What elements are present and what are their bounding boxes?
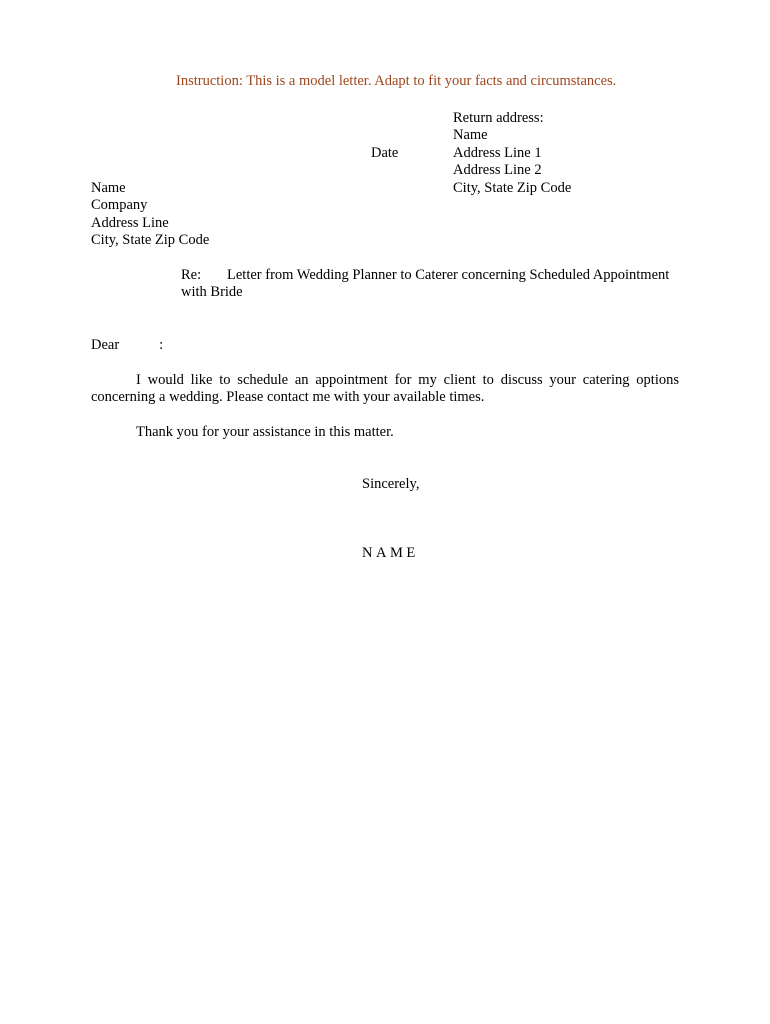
salutation-word: Dear — [91, 337, 120, 353]
subject-label: Re: — [181, 267, 202, 283]
body-paragraph-1: I would like to schedule an appointment for my client to discuss your catering options concerning a wedding. Please contact me with your available times. — [91, 372, 679, 406]
subject-line — [181, 267, 679, 302]
return-address-name: Name — [453, 127, 488, 144]
signature-name: NAME — [362, 545, 419, 561]
salutation — [91, 337, 163, 354]
return-address-block — [453, 110, 571, 197]
instruction-note: Instruction: This is a model letter. Adapt to fit your facts and circumstances. — [176, 73, 617, 89]
return-address-line2: Address Line 2 — [453, 162, 542, 179]
recipient-address-line: Address Line — [91, 214, 169, 231]
recipient-city-state-zip: City, State Zip Code — [91, 232, 210, 249]
date-label: Date — [371, 145, 399, 161]
recipient-name: Name — [91, 180, 126, 196]
body-paragraph-2: Thank you for your assistance in this matter. — [136, 424, 394, 440]
subject-text-line2: with Bride — [181, 284, 243, 301]
return-address-heading: Return address: — [453, 110, 544, 126]
recipient-address-block — [91, 180, 209, 250]
closing: Sincerely, — [362, 476, 420, 492]
subject-text-line1: Letter from Wedding Planner to Caterer concerning Scheduled Appointment — [227, 267, 670, 283]
return-address-city-state-zip: City, State Zip Code — [453, 179, 572, 196]
salutation-colon: : — [159, 337, 164, 353]
recipient-company: Company — [91, 197, 148, 214]
return-address-line1: Address Line 1 — [453, 144, 542, 161]
